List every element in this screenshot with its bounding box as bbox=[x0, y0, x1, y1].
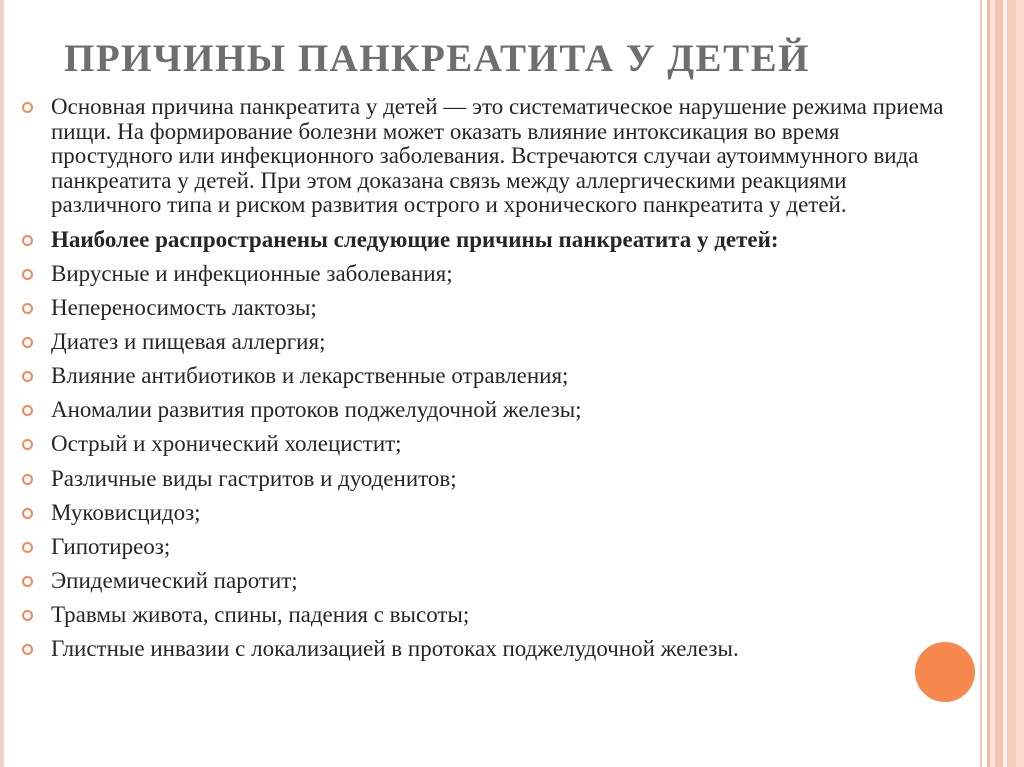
bullet-circle-icon bbox=[22, 644, 33, 655]
bullet-circle-icon bbox=[22, 235, 33, 246]
list-item bbox=[20, 603, 960, 628]
bullet-circle-icon bbox=[22, 337, 33, 348]
cause-text: Глистные инвазии с локализацией в протоках поджелудочной железы. bbox=[51, 636, 739, 662]
bullet-circle-icon bbox=[22, 576, 33, 587]
bullet-circle-icon bbox=[22, 439, 33, 450]
bullet-circle-icon bbox=[22, 303, 33, 314]
list-item bbox=[20, 535, 960, 560]
cause-text: Влияние антибиотиков и лекарственные отравления; bbox=[51, 363, 569, 389]
bullet-circle-icon bbox=[22, 371, 33, 382]
list-item bbox=[20, 501, 960, 526]
cause-text: Диатез и пищевая аллергия; bbox=[51, 329, 326, 355]
cause-text: Гипотиреоз; bbox=[51, 533, 171, 559]
cause-text: Острый и хронический холецистит; bbox=[51, 431, 402, 457]
list-item-intro bbox=[20, 95, 960, 218]
left-decorative-rule bbox=[0, 0, 4, 767]
bullet-circle-icon bbox=[22, 610, 33, 621]
bullet-circle-icon bbox=[22, 508, 33, 519]
list-item bbox=[20, 330, 960, 355]
list-item bbox=[20, 262, 960, 287]
list-item bbox=[20, 467, 960, 492]
cause-text: Аномалии развития протоков поджелудочной железы; bbox=[51, 397, 582, 423]
right-decorative-stripes bbox=[980, 0, 1024, 767]
slide-title: ПРИЧИНЫ ПАНКРЕАТИТА У ДЕТЕЙ bbox=[64, 37, 810, 80]
cause-text: Травмы живота, спины, падения с высоты; bbox=[51, 601, 470, 627]
stripe bbox=[995, 0, 1003, 767]
bullet-circle-icon bbox=[22, 474, 33, 485]
bullet-circle-icon bbox=[22, 269, 33, 280]
bullet-circle-icon bbox=[22, 102, 33, 113]
list-item bbox=[20, 296, 960, 321]
intro-text: Основная причина панкреатита у детей — это систематическое нарушение режима приема пищи. На формирование болезни может оказать влияние интоксикация во время простудного или инфекционного заболевания. Встречаются случаи аутоиммунного вида панкреатита у детей. При этом доказана связь между аллергическими реакциями различного типа и риском развития острого и хронического панкреатита у детей. bbox=[51, 94, 944, 217]
bullet-list bbox=[20, 95, 960, 671]
list-item bbox=[20, 432, 960, 457]
list-item-lead bbox=[20, 228, 960, 253]
lead-text: Наиболее распространены следующие причины панкреатита у детей: bbox=[51, 226, 779, 252]
cause-text: Непереносимость лактозы; bbox=[51, 295, 317, 321]
bullet-circle-icon bbox=[22, 405, 33, 416]
list-item bbox=[20, 637, 960, 662]
cause-text: Вирусные и инфекционные заболевания; bbox=[51, 261, 453, 286]
cause-text: Муковисцидоз; bbox=[51, 499, 201, 525]
orange-decorative-circle bbox=[915, 642, 975, 702]
list-item bbox=[20, 364, 960, 389]
list-item bbox=[20, 398, 960, 423]
cause-text: Эпидемический паротит; bbox=[51, 567, 298, 593]
stripe bbox=[1016, 0, 1024, 767]
stripe bbox=[1007, 0, 1016, 767]
cause-text: Различные виды гастритов и дуоденитов; bbox=[51, 465, 457, 491]
list-item bbox=[20, 569, 960, 594]
bullet-circle-icon bbox=[22, 542, 33, 553]
